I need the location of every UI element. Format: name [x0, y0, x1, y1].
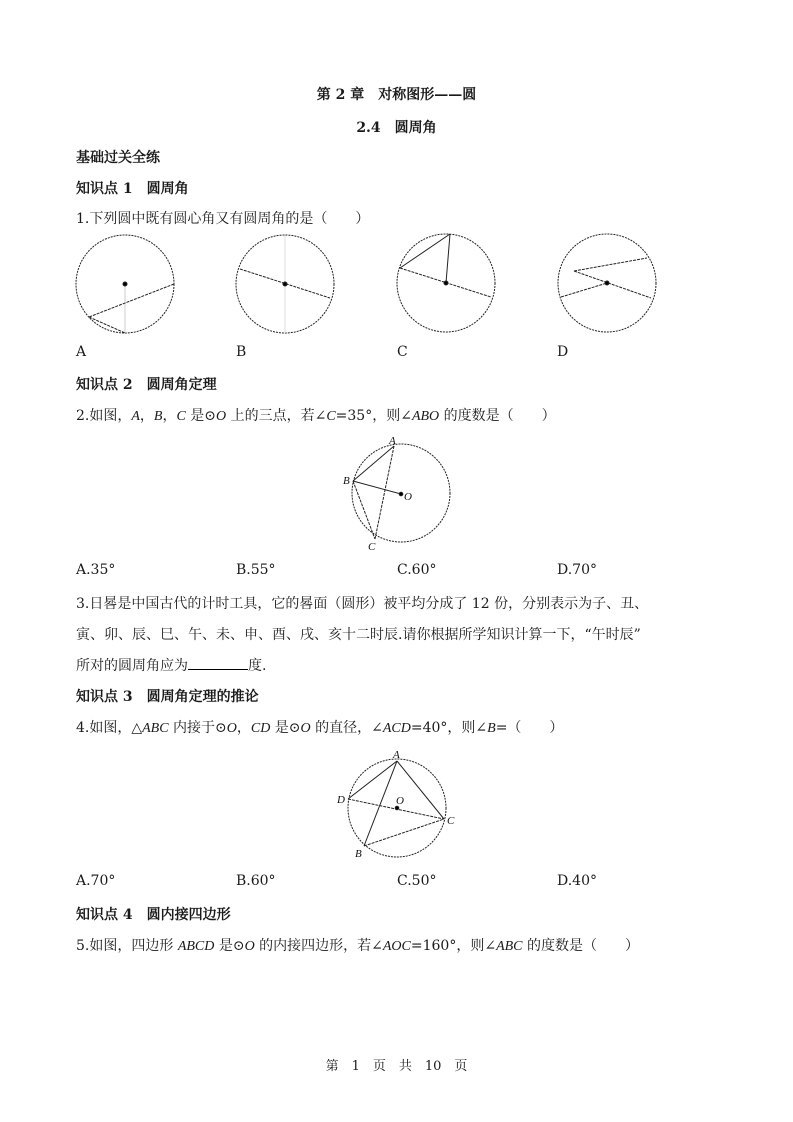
knowledge-point-4: 知识点 4 圆内接四边形	[76, 907, 231, 923]
q2-var-a: A	[131, 409, 140, 424]
q4-option-d: D.40°	[557, 873, 597, 889]
q4-label-a: A	[393, 749, 400, 761]
q2-label-a: A	[389, 435, 396, 447]
q2-var-b: B	[153, 409, 163, 424]
q3-line-1: 3.日晷是中国古代的计时工具，它的晷面（圆形）被平均分成了 12 份，分别表示为子、丑、	[76, 596, 649, 612]
q4-mid3: 的直径，∠	[310, 720, 383, 736]
q4-mid2: 是⊙	[270, 720, 301, 736]
q2-option-b: B.55°	[236, 562, 276, 578]
q4-sep: ，	[236, 720, 251, 736]
q2-label-b: B	[343, 475, 350, 487]
q2-prefix: 2.如图，	[76, 408, 132, 424]
q2-option-d: D.70°	[557, 562, 597, 578]
q4-var-o1: O	[226, 721, 237, 736]
question-1-text: 1.下列圆中既有圆心角又有圆周角的是（ ）	[76, 211, 370, 227]
knowledge-point-1: 知识点 1 圆周角	[76, 181, 189, 197]
q5-mid3: =160°，则∠	[410, 938, 497, 954]
q4-label-o: O	[396, 795, 404, 807]
q4-angle-acd: ACD	[382, 721, 411, 736]
q1-option-c: C	[397, 344, 408, 360]
q4-var-o2: O	[300, 721, 311, 736]
section-title-text: 2.4 圆周角	[356, 120, 437, 136]
q5-var-o: O	[244, 939, 255, 954]
q2-angle-abo: ABO	[411, 409, 440, 424]
q4-prefix: 4.如图，△	[76, 720, 143, 736]
q2-var-c: C	[176, 409, 186, 424]
q2-option-a: A.35°	[76, 562, 116, 578]
q4-angle-b: B	[487, 721, 496, 736]
q5-suffix: 的度数是（ ）	[522, 938, 639, 954]
q4-var-cd: CD	[250, 721, 271, 736]
q2-sep2: ，	[162, 408, 177, 424]
q1-option-b: B	[236, 344, 247, 360]
q2-var-o: O	[216, 409, 227, 424]
page-footer: 第 1 页 共 10 页	[325, 1059, 468, 1074]
q4-mid1: 内接于⊙	[168, 720, 227, 736]
q3-line-3-suffix: 度.	[248, 658, 267, 674]
q2-mid1: 是⊙	[185, 408, 217, 424]
q5-angle-aoc: AOC	[382, 939, 411, 954]
q4-suffix: =（ ）	[495, 720, 564, 736]
q5-mid2: 的内接四边形，若∠	[254, 938, 383, 954]
q5-angle-abc: ABC	[496, 939, 523, 954]
q4-option-a: A.70°	[76, 873, 116, 889]
q2-label-c: C	[368, 541, 376, 553]
q1-option-d: D	[557, 344, 569, 360]
q2-suffix: 的度数是（ ）	[439, 408, 556, 424]
q3-line-3-prefix: 所对的圆周角应为	[76, 658, 188, 674]
knowledge-point-2: 知识点 2 圆周角定理	[76, 377, 217, 393]
q2-sep1: ，	[139, 408, 154, 424]
q5-prefix: 5.如图，四边形	[76, 938, 178, 954]
q4-label-c: C	[447, 815, 455, 827]
q2-mid3: =35°，则∠	[335, 408, 412, 424]
q4-option-b: B.60°	[236, 873, 276, 889]
practice-heading: 基础过关全练	[76, 150, 160, 166]
q3-line-2: 寅、卯、辰、巳、午、未、申、酉、戌、亥十二时辰.请你根据所学知识计算一下，“午时辰”	[76, 627, 641, 643]
q4-mid4: =40°，则∠	[410, 720, 488, 736]
q5-quad: ABCD	[177, 939, 215, 954]
q4-triangle: ABC	[142, 721, 169, 736]
q4-label-d: D	[337, 794, 345, 806]
q1-option-a: A	[76, 344, 87, 360]
q2-mid2: 上的三点，若∠	[226, 408, 327, 424]
question-5-text	[76, 935, 639, 955]
knowledge-point-3: 知识点 3 圆周角定理的推论	[76, 689, 259, 705]
q4-option-c: C.50°	[397, 873, 437, 889]
q4-label-b: B	[355, 848, 362, 860]
q2-angle-c: C	[326, 409, 336, 424]
q5-mid1: 是⊙	[214, 938, 245, 954]
q2-label-o: O	[404, 491, 412, 503]
q2-option-c: C.60°	[397, 562, 437, 578]
chapter-title: 第 2 章 对称图形——圆	[316, 87, 477, 103]
